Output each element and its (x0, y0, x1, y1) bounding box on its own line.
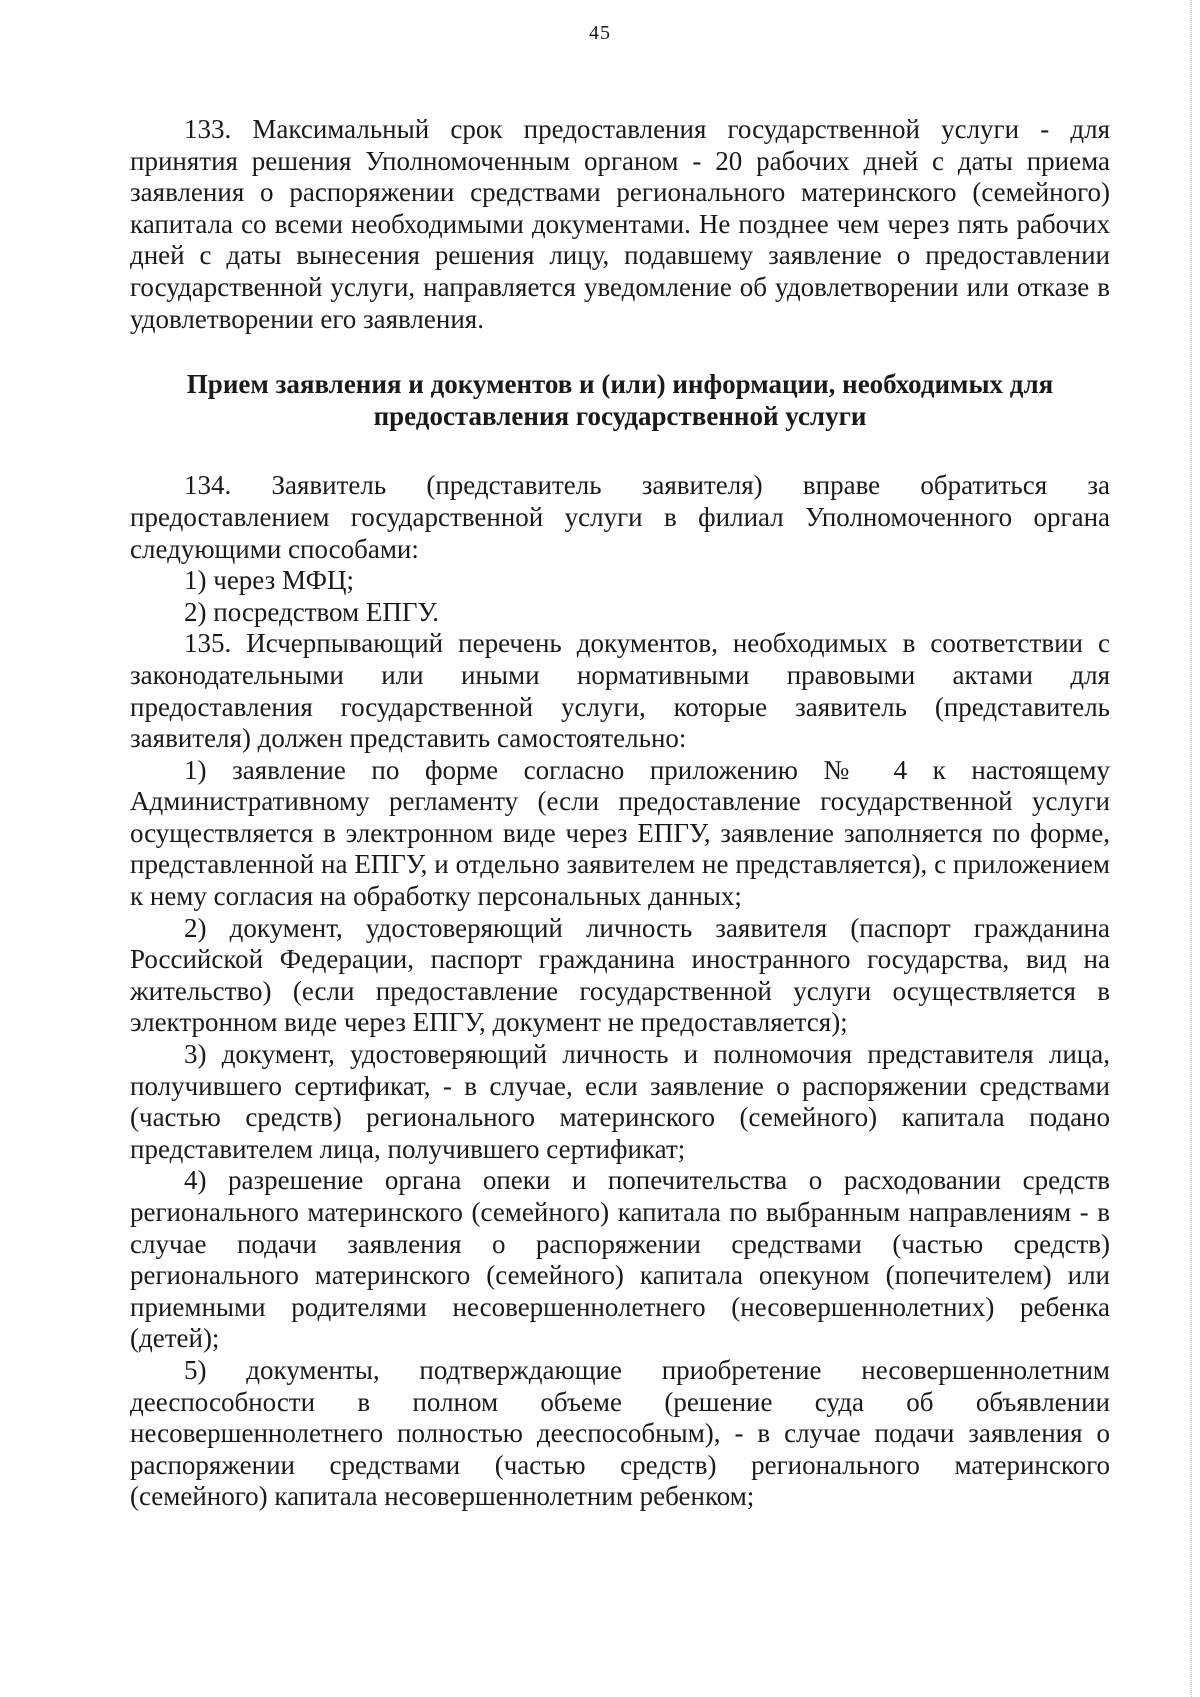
list-item-134-1: 1) через МФЦ; (184, 565, 355, 596)
list-item-135-2: 2) документ, удостоверяющий личность заявителя (паспорт гражданина Российской Федерации, паспорт гражданина иностранного государства, вид на жительство) (если предоставление государственной услуги осуществляется в электронном виде через ЕПГУ, документ не предоставляется); (130, 912, 1110, 1038)
document-body (130, 114, 1110, 1513)
list-item-135-5: 5) документы, подтверждающие приобретение несовершеннолетним дееспособности в полном объеме (решение суда об объявлении несовершеннолетнего полностью дееспособным), - в случае подачи заявления о распоряжении средствами (частью средств) регионального материнского (семейного) капитала несовершеннолетним ребенком; (130, 1354, 1110, 1512)
list-item-135-3: 3) документ, удостоверяющий личность и полномочия представителя лица, получившего сертификат, - в случае, если заявление о распоряжении средствами (частью средств) регионального материнского (семейного) капитала подано представителем лица, получившего сертификат; (130, 1039, 1110, 1164)
list-item-135-4: 4) разрешение органа опеки и попечительства о расходовании средств регионального материнского (семейного) капитала по выбранным направлениям - в случае подачи заявления о распоряжении средствами (частью средств) регионального материнского (семейного) капитала опекуном (попечителем) или приемными родителями несовершеннолетнего (несовершеннолетних) ребенка (детей); (130, 1165, 1110, 1354)
page-number: 45 (589, 22, 611, 44)
scan-edge-mark (1191, 0, 1194, 1697)
paragraph-135: 135. Исчерпывающий перечень документов, необходимых в соответствии с законодательными или иными нормативными правовыми актами для предоставления государственной услуги, которые заявитель (представитель заявителя) должен представить самостоятельно: (130, 628, 1110, 754)
list-item-134-2: 2) посредством ЕПГУ. (184, 596, 439, 627)
section-heading: Прием заявления и документов и (или) информации, необходимых для предоставления государственной услуги (186, 369, 1054, 431)
paragraph-134: 134. Заявитель (представитель заявителя) вправе обратиться за предоставлением государственной услуги в филиал Уполномоченного органа следующими способами: (130, 470, 1110, 564)
paragraph-133: 133. Максимальный срок предоставления государственной услуги - для принятия решения Уполномоченным органом - 20 рабочих дней с даты приема заявления о распоряжении средствами регионального материнского (семейного) капитала со всеми необходимыми документами. Не позднее чем через пять рабочих дней с даты вынесения решения лицу, подавшему заявление о предоставлении государственной услуги, направляется уведомление об удовлетворении или отказе в удовлетворении его заявления. (130, 114, 1110, 334)
list-item-135-1: 1) заявление по форме согласно приложению № 4 к настоящему Административному регламенту (если предоставление государственной услуги осуществляется в электронном виде через ЕПГУ, заявление заполняется по форме, представленной на ЕПГУ, и отдельно заявителем не представляется), с приложением к нему согласия на обработку персональных данных; (130, 754, 1110, 912)
